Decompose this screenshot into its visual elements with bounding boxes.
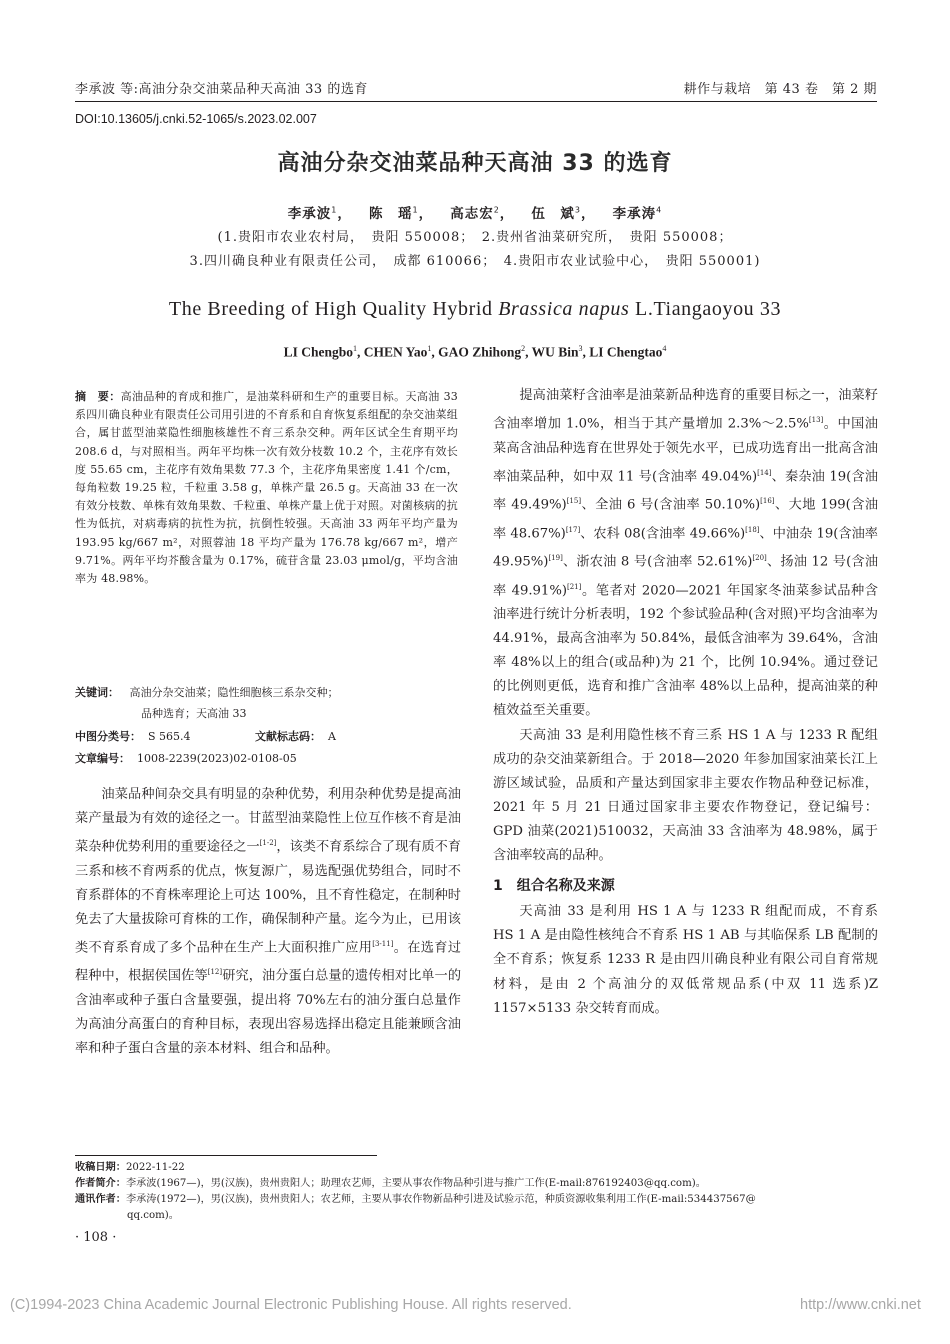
cnki-link[interactable]: http://www.cnki.net xyxy=(800,1297,921,1313)
footnote-rule xyxy=(75,1155,377,1156)
abstract-label: 摘 要： xyxy=(75,390,121,403)
affiliation-line-1: (1.贵阳市农业农村局， 贵阳 550008； 2.贵州省油菜研究所， 贵阳 550008； xyxy=(217,230,733,245)
doi[interactable]: DOI:10.13605/j.cnki.52-1065/s.2023.02.007 xyxy=(75,112,317,126)
footnote-corresponding: 通讯作者：李承涛(1972—)，男(汉族)，贵州贵阳人；农艺师，主要从事农作物新品种引进及试验示范，种质资源收集利用工作(E-mail:534437567@ xyxy=(75,1194,756,1205)
classification-line: 中图分类号： S 565.4 文献标志码： A xyxy=(75,730,336,743)
article-number-line: 文章编号： 1008-2239(2023)02-0108-05 xyxy=(75,752,297,765)
abstract xyxy=(75,388,458,588)
abstract-text: 高油品种的育成和推广，是油菜科研和生产的重要目标。天高油 33 系四川确良种业有限责任公司用引进的不育系和自育恢复系组配的杂交油菜组合，属甘蓝型油菜隐性细胞核雄性不育三系杂交种。两年区试全生育期平均 208.6 d，与对照相当。两年平均株一次有效分枝数 10.2 个，主花序有效长度 55.65 cm，主花序有效角果数 77.3 个，主花序角果密度 1.41 个/cm，每角粒数 19.25 粒，千粒重 3.58 g，单株产量 26.5 g。天高油 33 在一次有效分枝数、单株有效角果数、千粒重、单株产量上优于对照。对菌核病的抗性为低抗，对病毒病的抗性为抗，抗倒性较强。天高油 33 两年平均产量为 193.95 kg/667 m²，对照蓉油 18 平均产量为 176.78 kg/667 m²，增产 9.71%。两年平均芥酸含量为 0.17%，硫苷含量 23.03 μmol/g，平均含油率为 48.98%。 xyxy=(75,390,458,586)
authors-cn: 李承波$^1$， 陈 瑶$^1$， 高志宏$^2$， 伍 斌$^3$， 李承涛$^4$ xyxy=(287,205,663,222)
right-column-body xyxy=(493,384,878,1021)
copyright-footer: (C)1994-2023 China Academic Journal Electronic Publishing House. All rights reserved. xyxy=(10,1297,572,1313)
keywords-line-1: 关键词： 高油分杂交油菜；隐性细胞核三系杂交种； xyxy=(75,686,339,699)
author-2: 陈 瑶 xyxy=(369,206,413,222)
right-paragraph-1: 提高油菜籽含油率是油菜新品种选育的重要目标之一，油菜籽含油率增加 1.0%，相当于其产量增加 2.3%～2.5%[13]。中国油菜高含油品种选育在世界处于领先水平，已成功选育出一批高含油率油菜品种，如中双 11 号(含油率 49.04%)[14]、秦杂油 19(含油率 49.49%)[15]、全油 6 号(含油率 50.10%)[16]、大地 199(含油率 48.67%)[17]、农科 08(含油率 49.66%)[18]、中油杂 19(含油率 49.95%)[19]、浙农油 8 号(含油率 52.61%)[20]、扬油 12 号(含油率 49.91%)[21]。笔者对 2020—2021 年国家冬油菜参试品种含油率进行统计分析表明，192 个参试验品种(含对照)平均含油率为 44.91%，最高含油率为 50.84%，最低含油率为 39.64%，含油率 48%以上的组合(或品种)为 21 个，比例 10.94%。通过登记的比例则更低，选育和推广含油率 48%以上品种，提高油菜的种植效益至关重要。 xyxy=(493,388,879,719)
author-5: 李承涛 xyxy=(612,206,657,222)
footnote-author: 作者简介：李承波(1967—)，男(汉族)，贵州贵阳人；助理农艺师，主要从事农作物品种引进与推广工作(E-mail:876192403@qq.com)。 xyxy=(75,1178,706,1189)
intro-paragraph: 油菜品种间杂交具有明显的杂种优势，利用杂种优势是提高油菜产量最为有效的途径之一。甘蓝型油菜隐性上位互作核不育是油菜杂种优势利用的重要途径之一[1-2]，该类不育系综合了现有质不育三系和核不育两系的优点，恢复源广，易选配强优势组合，同时不育系群体的不育株率理论上可达 100%，且不育性稳定，在制种时免去了大量拔除可育株的工作，确保制种产量。迄今为止，已用该类不育系育成了多个品种在生产上大面积推广应用[3-11]。在选育过程种中，根据侯国佐等[12]研究，油分蛋白总量的遗传相对比单一的含油率或种子蛋白含量要强，提出将 70%左右的油分蛋白总量作为高油分高蛋白的育种目标，表现出容易选择出稳定且能兼顾含油率和种子蛋白含量的亲本材料、组合和品种。 xyxy=(75,787,462,1057)
right-paragraph-3: 天高油 33 是利用 HS 1 A 与 1233 R 组配而成，不育系 HS 1 A 是由隐性核纯合不育系 HS 1 AB 与其临保系 LB 配制的全不育系；恢复系 1233 R 是由四川确良种业有限公司自育常规材料，是由 2 个高油分的双低常规品系(中双 11 选系)Z 1157×5133 杂交转育而成。 xyxy=(493,904,878,1016)
section-heading-1: 1 组合名称及来源 xyxy=(493,878,615,895)
header-rule xyxy=(75,101,877,102)
paper-title: 高油分杂交油菜品种天高油 33 的选育 xyxy=(277,151,673,176)
running-header-right: 耕作与栽培 第 43 卷 第 2 期 xyxy=(683,82,877,97)
footnote-corresponding-cont: qq.com)。 xyxy=(127,1210,179,1221)
page-number: · 108 · xyxy=(75,1230,117,1245)
keywords-line-2: 品种选育；天高油 33 xyxy=(141,707,247,720)
author-1: 李承波 xyxy=(287,206,332,222)
english-title: The Breeding of High Quality Hybrid Brassica napus L.Tiangaoyou 33 xyxy=(168,298,782,320)
author-3: 高志宏 xyxy=(450,206,494,222)
left-column-body xyxy=(75,783,461,1061)
right-paragraph-2: 天高油 33 是利用隐性核不育三系 HS 1 A 与 1233 R 配组成功的杂交油菜新组合。于 2018—2020 年参加国家油菜长江上游区域试验，品质和产量达到国家非主要农作物品种登记标准，2021 年 5 月 21 日通过国家非主要农作物登记，登记编号：GPD 油菜(2021)510032，天高油 33 含油率为 48.98%，属于含油率较高的品种。 xyxy=(493,727,878,864)
running-header-left: 李承波 等:高油分杂交油菜品种天高油 33 的选育 xyxy=(75,82,368,97)
footnote-received: 收稿日期：2022-11-22 xyxy=(75,1162,185,1173)
affiliation-line-2: 3.四川确良种业有限责任公司， 成都 610066； 4.贵阳市农业试验中心， 贵阳 550001) xyxy=(189,254,761,269)
authors-en: LI Chengbo$^1$, CHEN Yao$^1$, GAO Zhihong$^2$, WU Bin$^3$, LI Chengtao$^4$ xyxy=(283,344,667,360)
author-4: 伍 斌 xyxy=(531,206,575,222)
